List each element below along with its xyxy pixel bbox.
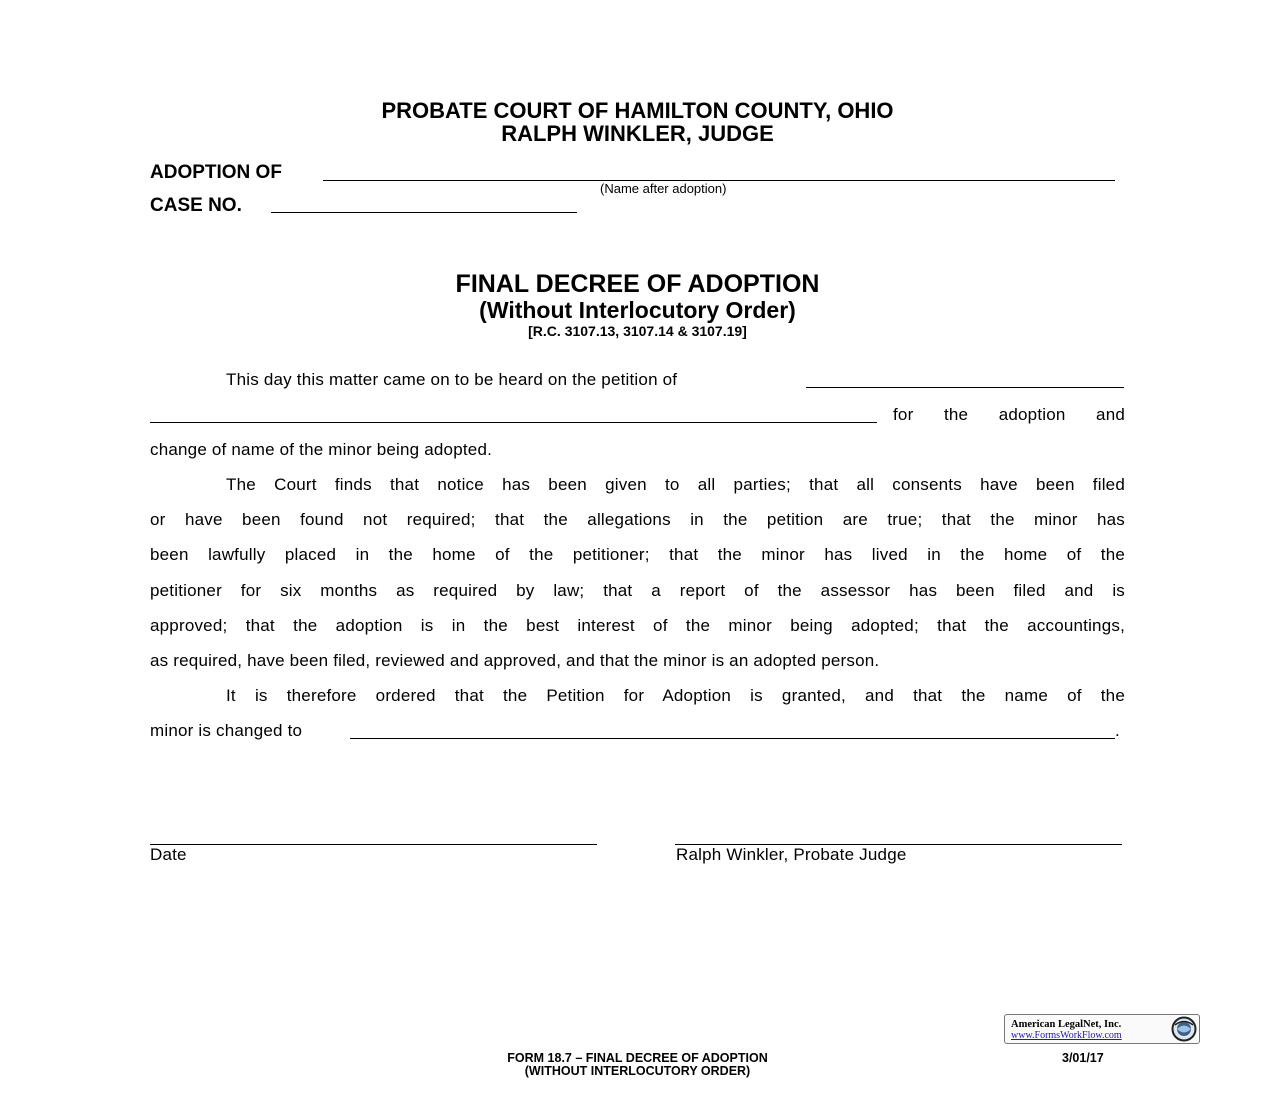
adoption-purpose-text: for the adoption and: [893, 405, 1125, 424]
findings-line: approved; that the adoption is in the best interest of the minor being adopted; that the accountings,: [150, 616, 1125, 635]
order-line-name-change: minor is changed to: [150, 721, 303, 740]
name-change-text: change of name of the minor being adopted.: [150, 440, 493, 459]
judge-signature-label: Ralph Winkler, Probate Judge: [676, 845, 907, 864]
petitioner-name-field[interactable]: [806, 387, 1124, 388]
order-period: .: [1115, 721, 1120, 740]
date-label: Date: [150, 845, 187, 864]
name-after-adoption-hint: (Name after adoption): [600, 181, 727, 196]
petitioner-name-field-continued[interactable]: [150, 422, 877, 423]
adoption-of-label: ADOPTION OF: [150, 162, 282, 183]
findings-line: been lawfully placed in the home of the petitioner; that the minor has lived in the home of the: [150, 545, 1125, 564]
form-subtitle: (WITHOUT INTERLOCUTORY ORDER): [524, 1064, 751, 1078]
form-number: FORM 18.7 – FINAL DECREE OF ADOPTION: [507, 1051, 768, 1065]
order-line: It is therefore ordered that the Petition for Adoption is granted, and that the name of the: [226, 686, 1125, 705]
findings-line: The Court finds that notice has been given to all parties; that all consents have been filed: [226, 475, 1125, 494]
judge-name: RALPH WINKLER, JUDGE: [501, 121, 774, 146]
globe-logo-icon: [1171, 1016, 1197, 1042]
badge-company-name: American LegalNet, Inc.: [1011, 1019, 1122, 1030]
findings-line: petitioner for six months as required by law; that a report of the assessor has been filed and is: [150, 581, 1125, 600]
new-name-field[interactable]: [350, 738, 1115, 739]
badge-url-link[interactable]: www.FormsWorkFlow.com: [1011, 1030, 1122, 1041]
document-title: FINAL DECREE OF ADOPTION: [455, 270, 820, 298]
american-legalnet-badge[interactable]: [1004, 1014, 1200, 1044]
date-signature-line[interactable]: [150, 844, 597, 845]
court-name: PROBATE COURT OF HAMILTON COUNTY, OHIO: [381, 98, 894, 123]
form-revision-date: 3/01/17: [1062, 1051, 1104, 1065]
case-number-field[interactable]: [271, 212, 577, 213]
findings-line: as required, have been filed, reviewed and approved, and that the minor is an adopted person.: [150, 651, 880, 670]
document-subtitle: (Without Interlocutory Order): [479, 297, 796, 323]
statute-citation: [R.C. 3107.13, 3107.14 & 3107.19]: [528, 323, 747, 339]
findings-line: or have been found not required; that the allegations in the petition are true; that the minor has: [150, 510, 1125, 529]
petition-intro-text: This day this matter came on to be heard on the petition of: [226, 370, 678, 389]
case-no-label: CASE NO.: [150, 195, 242, 216]
